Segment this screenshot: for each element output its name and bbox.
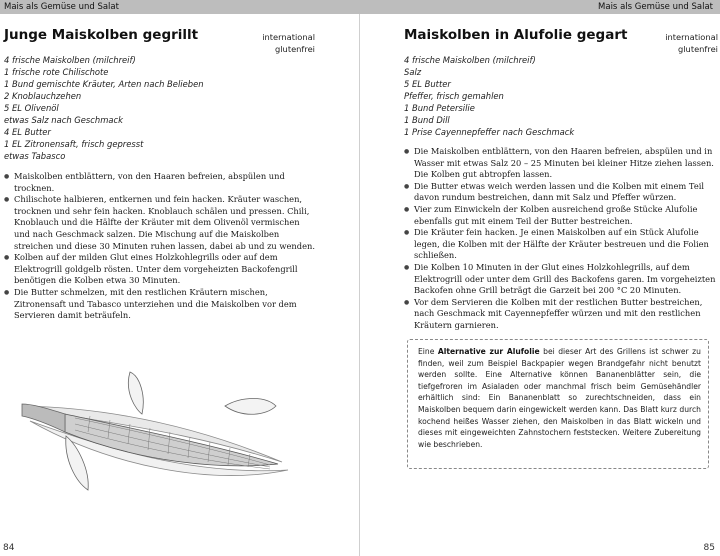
ingredient-item: 1 Prise Cayennepfeffer nach Geschmack [404, 127, 575, 137]
ingredient-item: 5 EL Olivenöl [4, 103, 59, 113]
tag-glutenfree: glutenfrei [677, 44, 718, 54]
preparation-steps [404, 146, 718, 332]
ingredient-item: 1 Bund Petersilie [404, 103, 475, 113]
recipe-title: Junge Maiskolben gegrillt [4, 27, 199, 43]
step-item: ● Die Kolben 10 Minuten in der Glut eines Holzkohlegrills, auf dem Elektrogrill oder unter dem Grill des Backofens garen. Im vorgeheizten Backofen ohne Grill beträgt die Garzeit bei 200 °C 20 Minuten. [404, 262, 718, 297]
recipe-tags [262, 31, 315, 55]
tag-international: international [665, 32, 718, 42]
ingredient-item: 1 EL Zitronensaft, frisch gepresst [4, 139, 144, 149]
step-item: ● Vor dem Servieren die Kolben mit der restlichen Butter bestreichen, nach Geschmack mit Cayennepfeffer würzen und mit den restlichen Kräutern garnieren. [404, 297, 718, 332]
page-number: 84 [3, 543, 15, 553]
running-head: Mais als Gemüse und Salat [360, 0, 720, 14]
corn-cob-illustration [20, 366, 310, 526]
step-item: ● Maiskolben entblättern, von den Haaren befreien, abspülen und trocknen. [4, 171, 316, 194]
ingredient-list [404, 54, 574, 138]
tag-glutenfree: glutenfrei [274, 44, 315, 54]
preparation-steps [4, 171, 316, 322]
page-number: 85 [703, 543, 715, 553]
ingredient-item: etwas Salz nach Geschmack [4, 115, 123, 125]
tag-international: international [262, 32, 315, 42]
step-item: ● Die Kräuter fein hacken. Je einen Maiskolben auf ein Stück Alufolie legen, die Kolben mit der Hälfte der Kräuter bestreuen und die Folien schließen. [404, 227, 718, 262]
tip-text: bei dieser Art des Grillens ist schwer zu finden, weil zum Beispiel Backpapier wegen Brandgefahr nicht benutzt werden sollte. Eine Alternative können Bananenblätter sein, die tiefgefroren im Asialaden oder manchmal frisch beim Gemüsehändler erhältlich sind: Ein Bananenblatt so zurechtschneiden, dass ein Maiskolben bequem darin eingewickelt werden kann. Das Blatt kurz durch kochend heißes Wasser ziehen, den Maiskolben in das Blatt wickeln und dieses mit eingeweichten Zahnstochern feststecken. Weitere Zubereitung wie beschrieben. [418, 347, 701, 449]
ingredient-item: etwas Tabasco [4, 151, 66, 161]
ingredient-item: 1 Bund Dill [404, 115, 450, 125]
step-item: ● Die Maiskolben entblättern, von den Haaren befreien, abspülen und in Wasser mit etwas Salz 20 – 25 Minuten bei kleiner Hitze ziehen lassen. Die Kolben gut abtropfen lassen. [404, 146, 718, 181]
recipe-title: Maiskolben in Alufolie gegart [404, 27, 628, 43]
ingredient-item: 5 EL Butter [404, 79, 451, 89]
ingredient-item: 1 Bund gemischte Kräuter, Arten nach Belieben [4, 79, 204, 89]
step-item: ● Die Butter etwas weich werden lassen und die Kolben mit einem Teil davon rundum bestreichen, dann mit Salz und Pfeffer würzen. [404, 181, 718, 204]
tip-highlight: Alternative zur Alufolie [437, 347, 540, 356]
step-item: ● Kolben auf der milden Glut eines Holzkohlegrills oder auf dem Elektrogrill goldgelb rösten. Unter dem vorgeheizten Backofengrill benötigen die Kolben etwa 30 Minuten. [4, 252, 316, 287]
ingredient-item: Salz [404, 67, 422, 77]
ingredient-item: 4 frische Maiskolben (milchreif) [404, 55, 536, 65]
running-head: Mais als Gemüse und Salat [0, 0, 360, 14]
ingredient-item: Pfeffer, frisch gemahlen [404, 91, 504, 101]
ingredient-item: 4 frische Maiskolben (milchreif) [4, 55, 136, 65]
recipe-tags [665, 31, 718, 55]
ingredient-list [4, 54, 204, 162]
step-item: ● Chilischote halbieren, entkernen und fein hacken. Kräuter waschen, trocknen und sehr fein hacken. Knoblauch schälen und pressen. Chili, Knoblauch und die Hälfte der Kräuter mit dem Olivenöl vermischen und nach Geschmack salzen. Die Mischung auf die Maiskolben streichen und diese 30 Minuten ruhen lassen, dabei ab und zu wenden. [4, 194, 316, 252]
step-item: ● Die Butter schmelzen, mit den restlichen Kräutern mischen, Zitronensaft und Tabasco unterziehen und die Maiskolben vor dem Servieren damit beträufeln. [4, 287, 316, 322]
tip-intro: Eine [418, 347, 435, 356]
ingredient-item: 1 frische rote Chilischote [4, 67, 109, 77]
tip-box [407, 339, 709, 469]
ingredient-item: 2 Knoblauchzehen [4, 91, 82, 101]
right-page [360, 0, 720, 556]
step-item: ● Vier zum Einwickeln der Kolben ausreichend große Stücke Alufolie ebenfalls gut mit einem Teil der Butter bestreichen. [404, 204, 718, 227]
ingredient-item: 4 EL Butter [4, 127, 51, 137]
